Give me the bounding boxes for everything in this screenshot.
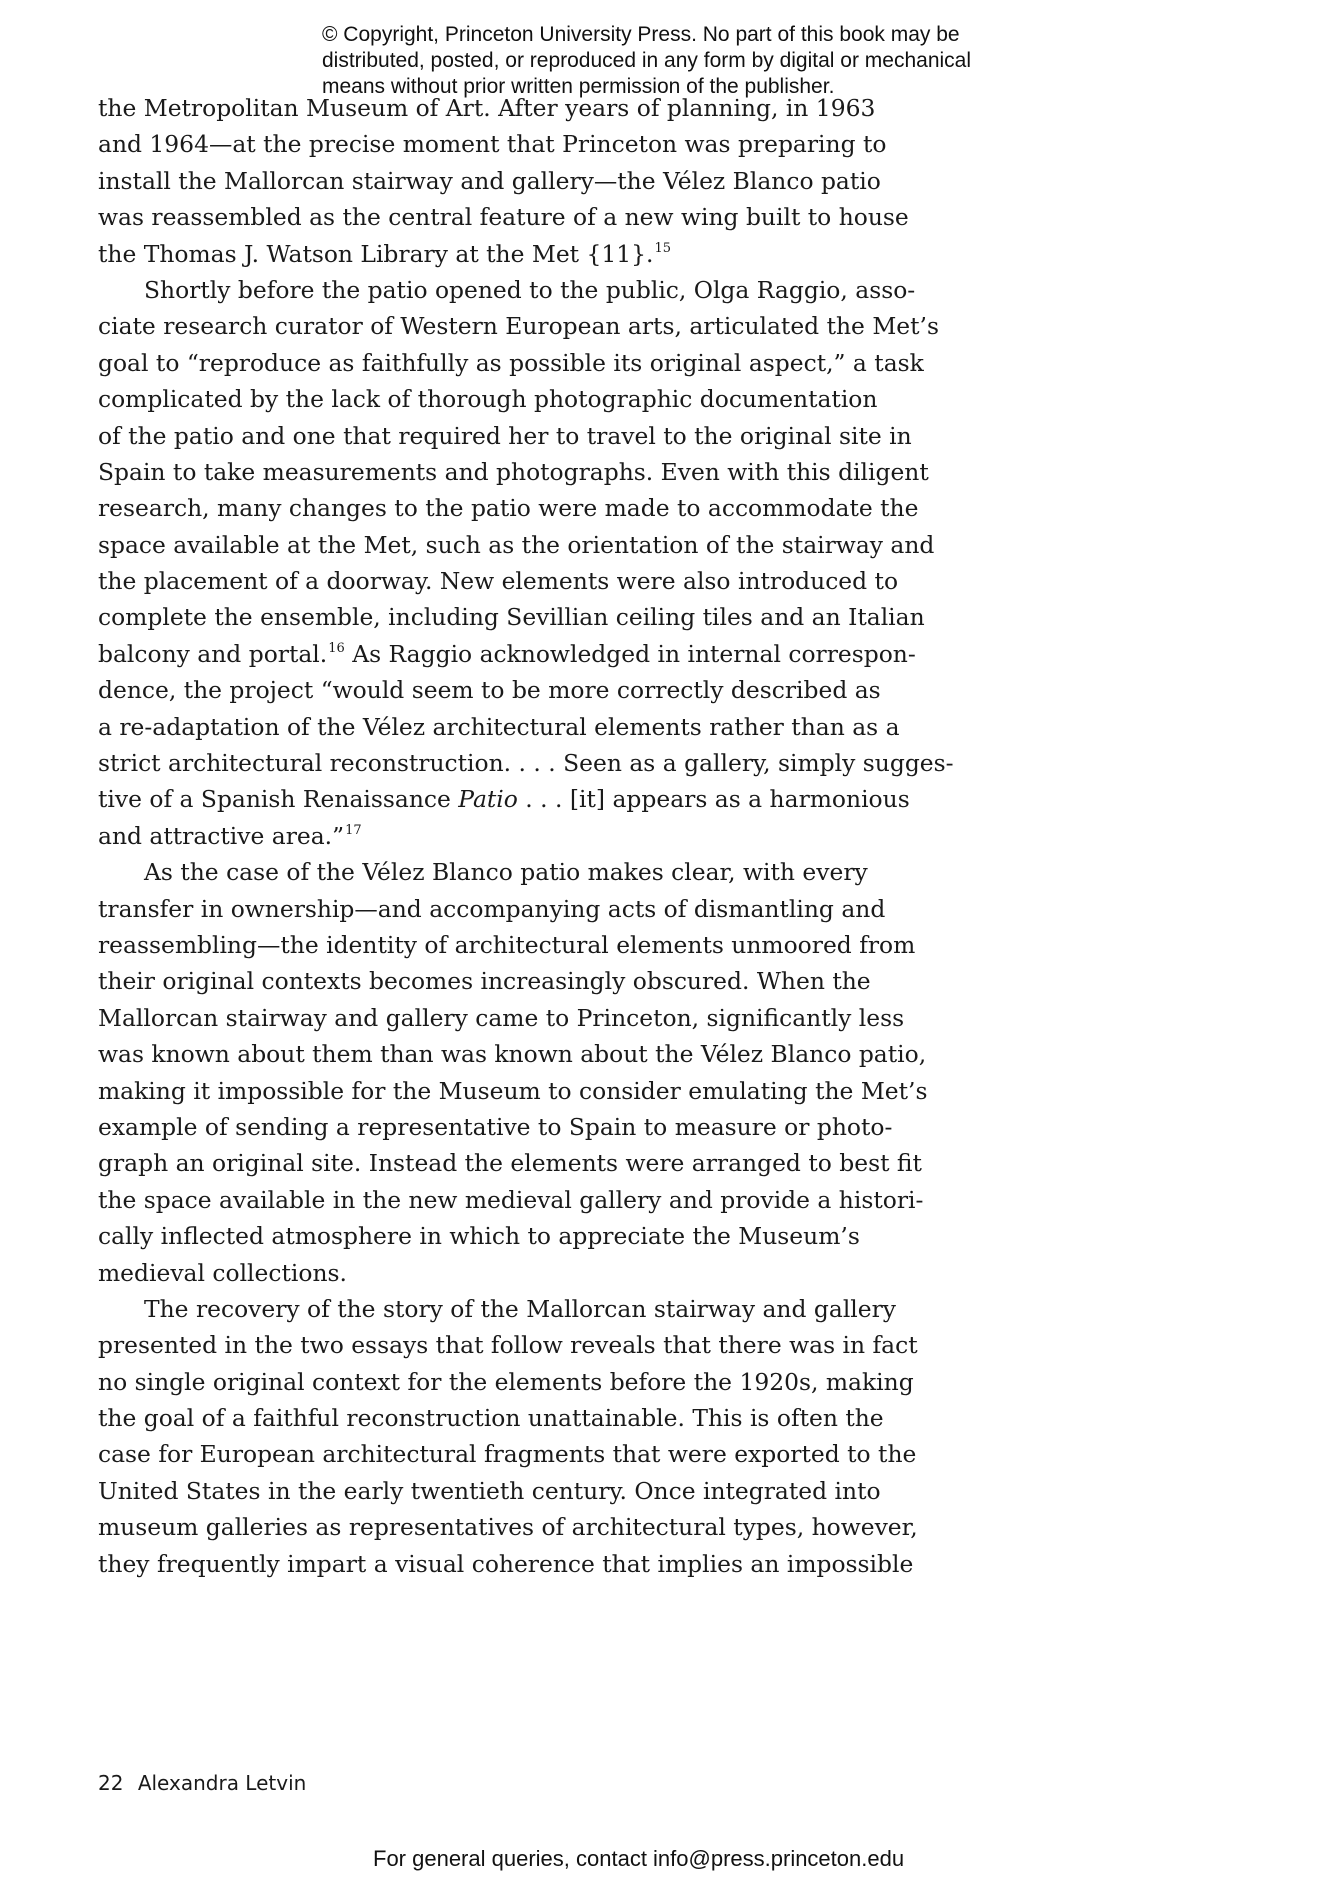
text-line: transfer in ownership—and accompanying acts of dismantling and [98,894,886,923]
footnote-ref: 16 [328,640,345,656]
text-span: and attractive area.” [98,821,345,850]
text-line: their original contexts becomes increasingly obscured. When the [98,967,871,996]
text-line: install the Mallorcan stairway and gallery—the Vélez Blanco patio [98,166,881,195]
paragraph-1 [98,90,938,272]
text-line: Spain to take measurements and photographs. Even with this diligent [98,457,929,486]
text-line [98,636,938,672]
text-line: ciate research curator of Western European arts, articulated the Met’s [98,312,939,341]
paragraph-4 [98,1291,938,1582]
text-line: presented in the two essays that follow reveals that there was in fact [98,1331,918,1360]
footnote-ref: 17 [345,822,362,838]
text-line: the placement of a doorway. New elements were also introduced to [98,567,899,596]
text-line: making it impossible for the Museum to consider emulating the Met’s [98,1076,928,1105]
text-line: graph an original site. Instead the elements were arranged to best fit [98,1149,922,1178]
body-text [98,90,954,1582]
text-line [98,818,938,854]
text-line: United States in the early twentieth century. Once integrated into [98,1476,881,1505]
footnote-ref: 15 [654,240,672,256]
text-line: a re-adaptation of the Vélez architectural elements rather than as a [98,712,900,741]
text-line: was known about them than was known about the Vélez Blanco patio, [98,1040,927,1069]
text-line: no single original context for the elements before the 1920s, making [98,1367,914,1396]
copyright-notice [322,22,1082,100]
page-footer [98,1771,306,1795]
text-line: dence, the project “would seem to be more correctly described as [98,676,881,705]
text-line [98,236,938,272]
text-line [98,781,938,817]
italic-term: Patio [458,785,518,814]
contact-line: For general queries, contact info@press.princeton.edu [373,1846,905,1871]
text-line: museum galleries as representatives of architectural types, however, [98,1513,918,1542]
text-span: tive of a Spanish Renaissance [98,785,459,814]
text-line: strict architectural reconstruction. . . . Seen as a gallery, simply sugges- [98,749,954,778]
copyright-line: distributed, posted, or reproduced in any form by digital or mechanical [322,49,972,72]
paragraph-2 [98,272,954,854]
text-line: the Metropolitan Museum of Art. After years of planning, in 1963 [98,94,876,122]
text-line: example of sending a representative to Spain to measure or photo- [98,1112,893,1141]
text-span: balcony and portal. [98,639,328,668]
text-line: of the patio and one that required her to travel to the original site in [98,421,912,450]
text-span: . . . [it] appears as a harmonious [517,785,910,814]
text-line: complicated by the lack of thorough photographic documentation [98,385,878,414]
text-line: was reassembled as the central feature of a new wing built to house [98,203,909,232]
text-line: the goal of a faithful reconstruction unattainable. This is often the [98,1404,884,1433]
text-line: Mallorcan stairway and gallery came to Princeton, significantly less [98,1003,905,1032]
page-number: 22 [98,1771,124,1795]
text-line: cally inflected atmosphere in which to appreciate the Museum’s [98,1222,860,1251]
text-line: goal to “reproduce as faithfully as possible its original aspect,” a task [98,348,924,377]
copyright-line: means without prior written permission of the publisher. [322,75,835,98]
text-span: the Thomas J. Watson Library at the Met {11}. [98,239,654,268]
text-line: the space available in the new medieval gallery and provide a histori- [98,1185,924,1214]
text-line: they frequently impart a visual coherence that implies an impossible [98,1549,914,1578]
text-span: As Raggio acknowledged in internal correspon- [344,639,916,668]
text-line: Shortly before the patio opened to the public, Olga Raggio, asso- [144,275,916,304]
text-line: The recovery of the story of the Mallorcan stairway and gallery [144,1294,897,1323]
text-line: and 1964—at the precise moment that Princeton was preparing to [98,130,887,159]
text-line: complete the ensemble, including Sevillian ceiling tiles and an Italian [98,603,925,632]
copyright-line: © Copyright, Princeton University Press. No part of this book may be [322,23,960,46]
text-line: case for European architectural fragments that were exported to the [98,1440,917,1469]
text-line: reassembling—the identity of architectural elements unmoored from [98,930,916,959]
paragraph-3 [98,854,938,1291]
text-line: space available at the Met, such as the orientation of the stairway and [98,530,935,559]
running-author: Alexandra Letvin [137,1771,307,1795]
text-line: As the case of the Vélez Blanco patio makes clear, with every [144,858,868,887]
text-line: research, many changes to the patio were made to accommodate the [98,494,919,523]
text-line: medieval collections. [98,1258,347,1287]
